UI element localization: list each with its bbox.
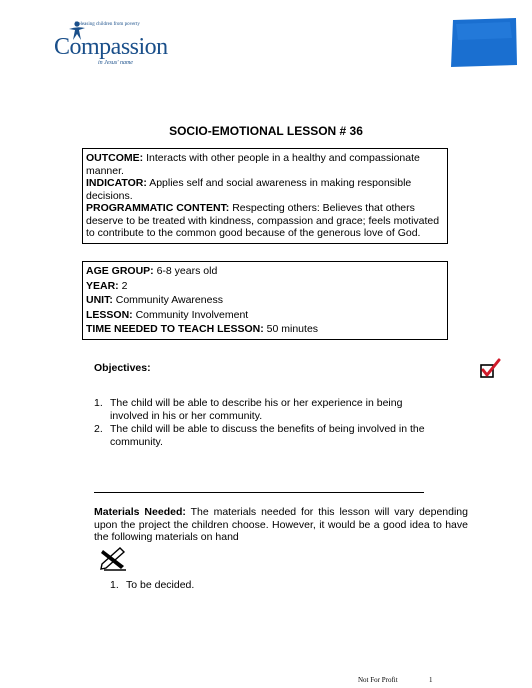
objectives-heading: Objectives: [94,362,151,374]
time-value: 50 minutes [263,323,319,335]
checkbox-checked-icon [479,358,501,380]
objectives-list [94,397,434,449]
materials-list-item [110,579,194,591]
footer-text: Not For Profit [358,676,398,684]
materials-text: The materials needed for this lesson will vary depending upon the project the children choose. However, it would be a good idea to have the following materials on hand [94,506,468,543]
age-group-label: AGE GROUP: [86,265,154,277]
programmatic-text: Respecting others: Believes that others deserve to be treated with kindness, compassion and grace; feels motivated to contribute to the common good because of the generous love of God. [86,202,440,239]
outcome-line [86,152,444,177]
outcome-label: OUTCOME: [86,152,144,164]
outcome-text: Interacts with other people in a healthy and compassionate manner. [86,152,420,177]
indicator-text: Applies self and social awareness in making responsible decisions. [86,177,412,202]
list-item-text: To be decided. [126,579,195,591]
time-label: TIME NEEDED TO TEACH LESSON: [86,323,264,335]
lesson-value: Community Involvement [132,308,249,321]
list-item [94,423,434,448]
blue-patch-graphic [450,18,518,68]
age-group-value: 6-8 years old [153,265,218,277]
materials-paragraph [94,506,468,544]
year-label: YEAR: [86,279,119,292]
list-item [94,397,434,422]
page-number: 1 [429,676,433,684]
year-value: 2 [118,279,128,292]
unit-line [86,293,444,308]
list-item-text: The child will be able to discuss the benefits of being involved in the community. [110,423,425,448]
lesson-info-box [82,261,448,340]
unit-label: UNIT: [86,294,113,306]
list-item-number: 2. [94,423,103,435]
lesson-line [86,308,444,323]
logo-tagline: Releasing children from poverty [75,22,140,27]
age-group-line [86,264,444,279]
list-item-number: 1. [110,579,119,591]
unit-value: Community Awareness [112,294,223,306]
time-line [86,322,444,337]
page-title: SOCIO-EMOTIONAL LESSON # 36 [169,124,363,138]
programmatic-line [86,202,444,240]
programmatic-label: PROGRAMMATIC CONTENT: [86,202,230,214]
indicator-label: INDICATOR: [86,177,147,189]
section-divider [94,492,424,493]
compassion-logo [50,20,170,70]
logo-subline: in Jesus' name [98,60,133,66]
indicator-line [86,177,444,202]
outcome-box [82,148,448,244]
materials-label: Materials Needed: [94,506,186,518]
pencil-crayon-icon [100,544,130,572]
lesson-label: LESSON: [86,308,133,321]
year-line [86,279,444,294]
list-item-text: The child will be able to describe his or her experience in being involved in his or her community. [110,397,403,422]
list-item-number: 1. [94,397,103,409]
logo-brand: Compassion [54,34,168,60]
